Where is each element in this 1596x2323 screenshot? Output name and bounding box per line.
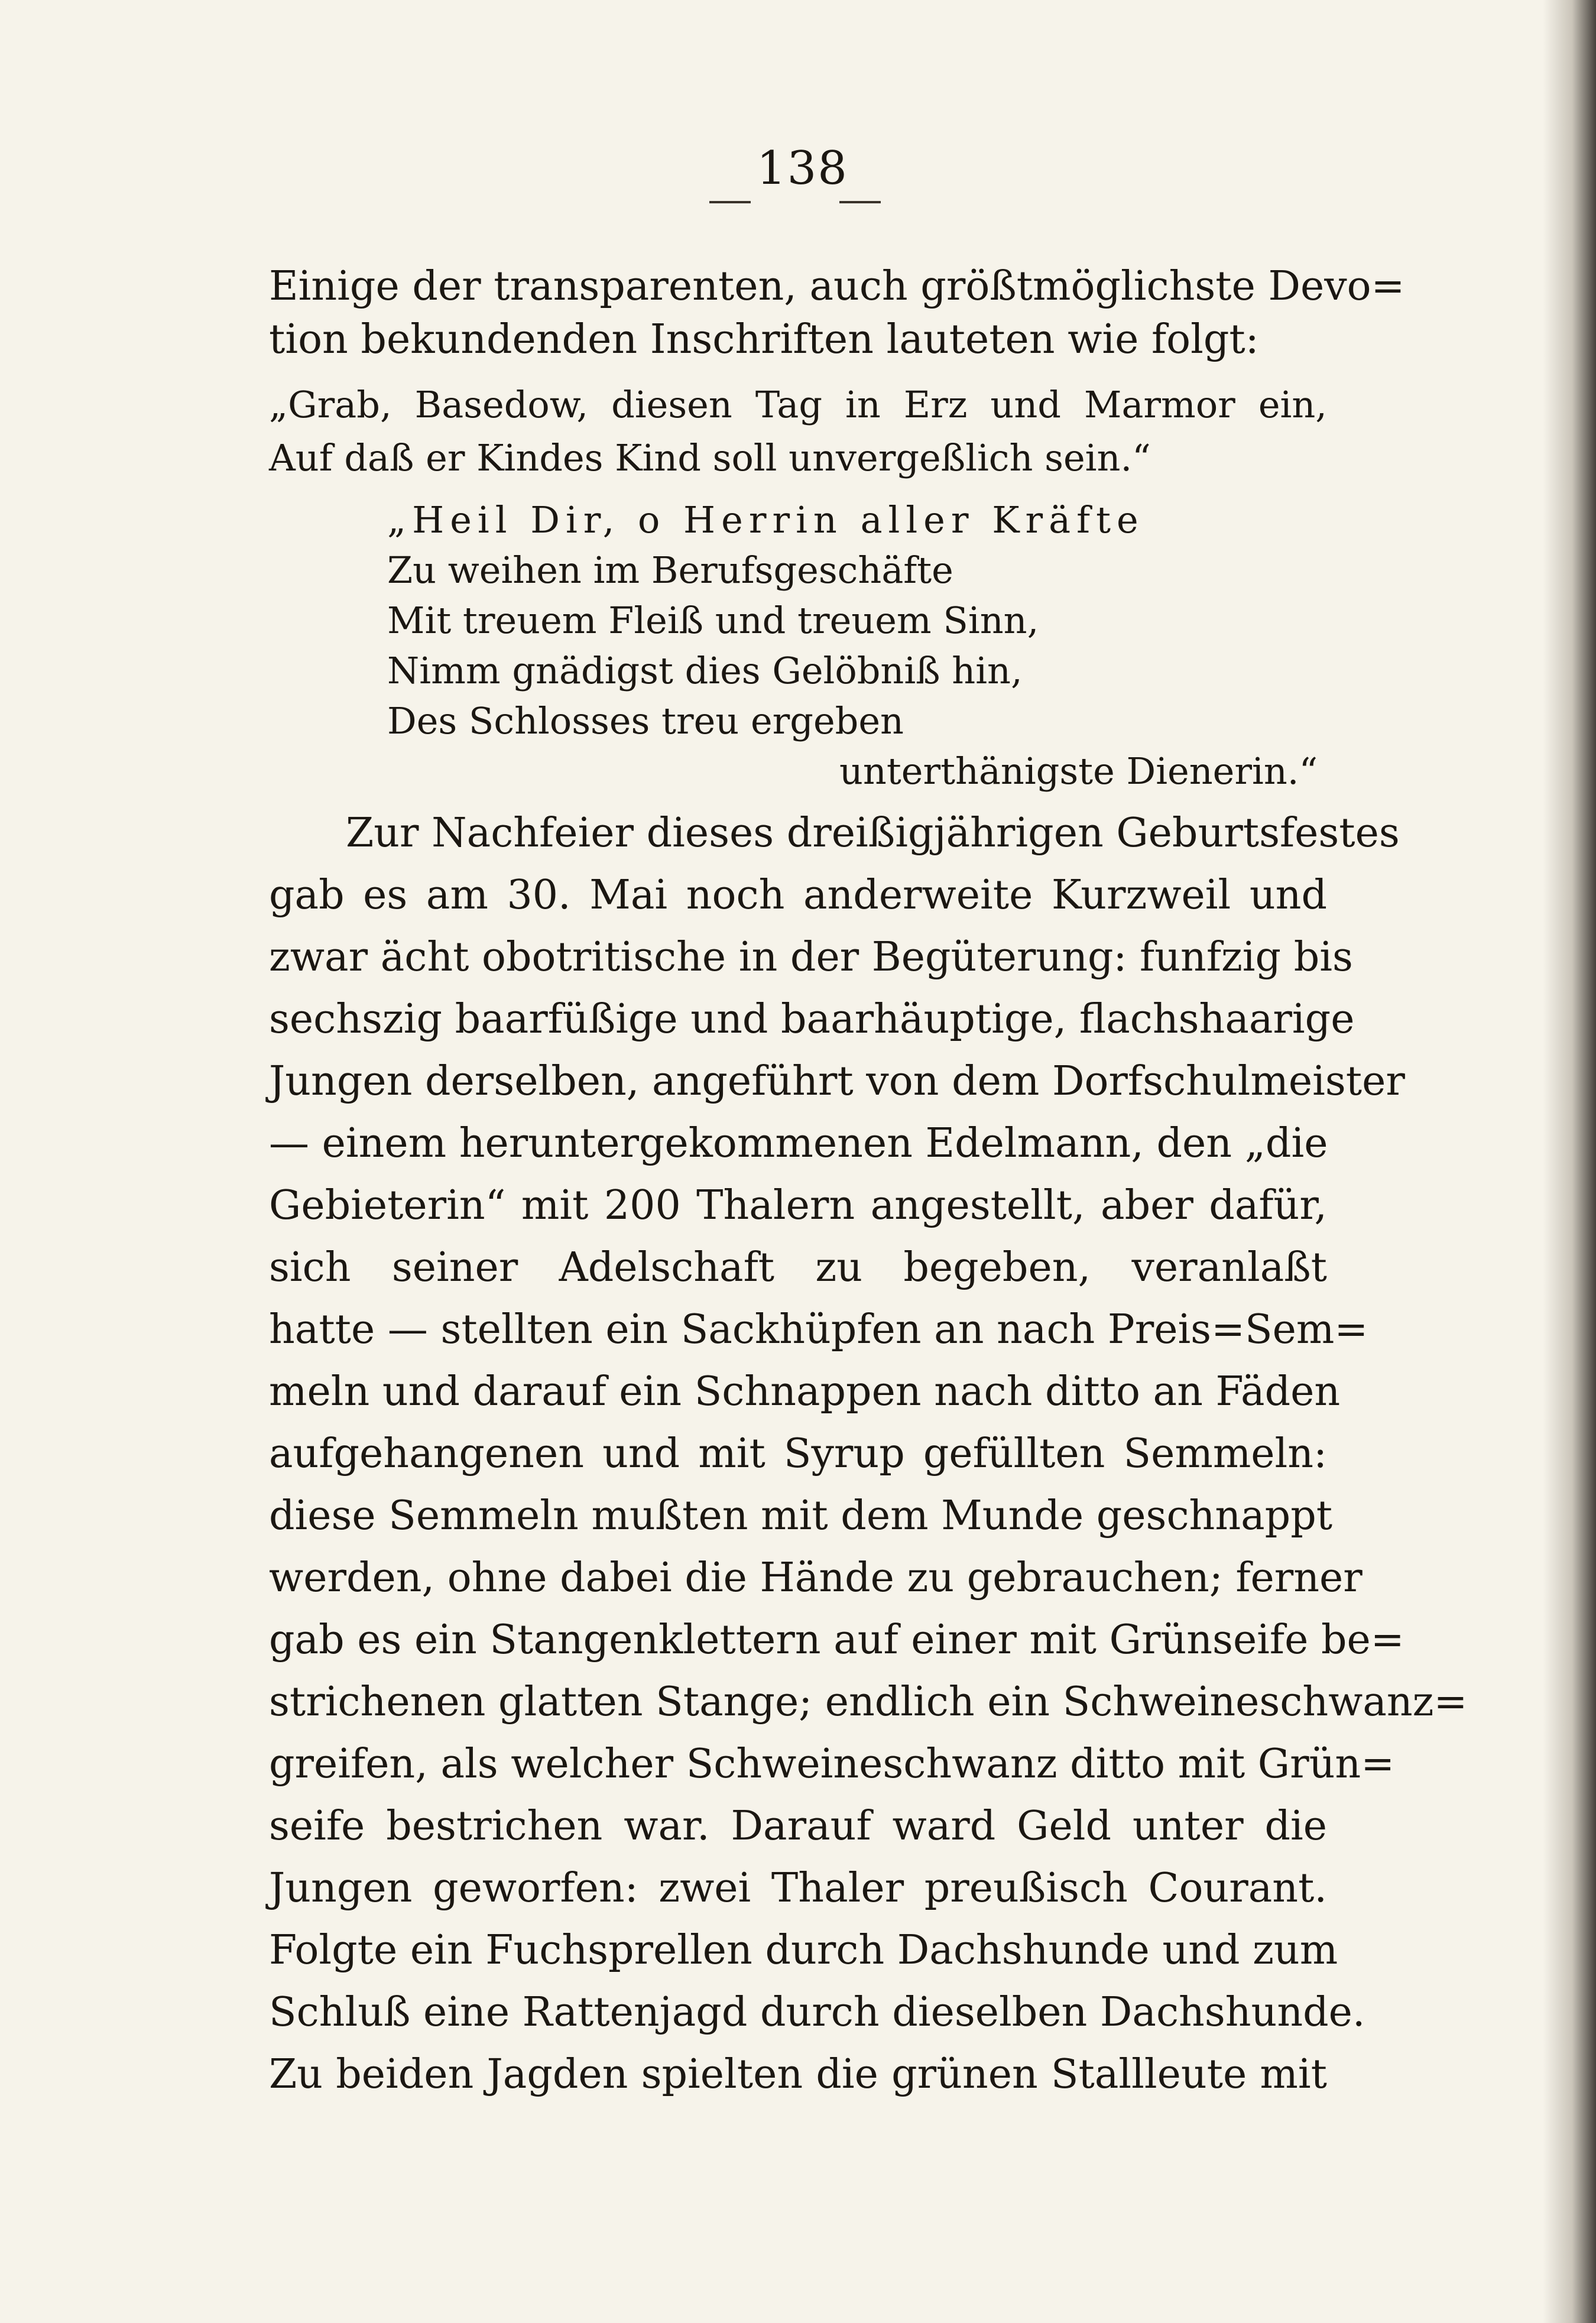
verse-line: Nimm gnädigst dies Gelöbniß hin, [387, 649, 1023, 692]
paragraph-line: aufgehangenen und mit Syrup gefüllten Semmeln: [269, 1430, 1327, 1477]
paragraph-line: werden, ohne dabei die Hände zu gebrauchen; ferner [269, 1555, 1363, 1601]
inscription-line: „Grab, Basedow, diesen Tag in Erz und Marmor ein, [269, 383, 1327, 426]
page-number: 138 [757, 142, 848, 195]
intro-line: tion bekundenden Inschriften lauteten wie folgt: [269, 316, 1259, 363]
binding-shadow [1543, 0, 1596, 2323]
paragraph-line: hatte — stellten ein Sackhüpfen an nach Preis=Sem= [269, 1306, 1368, 1353]
paragraph-line: zwar ächt obotritische in der Begüterung: funfzig bis [269, 934, 1353, 981]
paragraph-line: sich seiner Adelschaft zu begeben, veranlaßt [269, 1244, 1327, 1291]
paragraph-line: greifen, als welcher Schweineschwanz ditto mit Grün= [269, 1741, 1395, 1787]
paragraph-line: Zu beiden Jagden spielten die grünen Stallleute mit [269, 2051, 1327, 2098]
paragraph-line: Gebieterin“ mit 200 Thalern angestellt, aber dafür, [269, 1182, 1327, 1229]
paragraph-line: gab es am 30. Mai noch anderweite Kurzweil und [269, 872, 1327, 919]
paragraph-line: meln und darauf ein Schnappen nach ditto an Fäden [269, 1368, 1341, 1415]
paragraph-line: Schluß eine Rattenjagd durch dieselben Dachshunde. [269, 1989, 1365, 2036]
paragraph-line: gab es ein Stangenklettern auf einer mit Grünseife be= [269, 1617, 1404, 1663]
paragraph-line: diese Semmeln mußten mit dem Munde geschnappt [269, 1493, 1333, 1539]
page-number-rule-right [839, 201, 881, 203]
paragraph-line: — einem heruntergekommenen Edelmann, den „die [269, 1120, 1328, 1167]
intro-line: Einige der transparenten, auch größtmöglichste Devo= [269, 263, 1405, 310]
paragraph-line: seife bestrichen war. Darauf ward Geld unter die [269, 1803, 1327, 1850]
paragraph-line: sechszig baarfüßige und baarhäuptige, flachshaarige [269, 996, 1355, 1043]
paragraph-line: Zur Nachfeier dieses dreißigjährigen Geburtsfestes [346, 810, 1400, 856]
verse-line: unterthänigste Dienerin.“ [839, 750, 1318, 793]
paragraph-line: Jungen geworfen: zwei Thaler preußisch Courant. [269, 1865, 1327, 1912]
inscription-line: Auf daß er Kindes Kind soll unvergeßlich sein.“ [269, 436, 1151, 479]
verse-line: Mit treuem Fleiß und treuem Sinn, [387, 599, 1039, 642]
page-number-rule-left [709, 201, 751, 203]
verse-line: Des Schlosses treu ergeben [387, 699, 904, 742]
paragraph-line: Folgte ein Fuchsprellen durch Dachshunde und zum [269, 1927, 1338, 1974]
paragraph-line: Jungen derselben, angeführt von dem Dorfschulmeister [269, 1058, 1405, 1105]
verse-line: Zu weihen im Berufsgeschäfte [387, 549, 953, 592]
paragraph-line: strichenen glatten Stange; endlich ein Schweineschwanz= [269, 1679, 1468, 1725]
verse-line: „Heil Dir, o Herrin aller Kräfte [387, 498, 1144, 541]
